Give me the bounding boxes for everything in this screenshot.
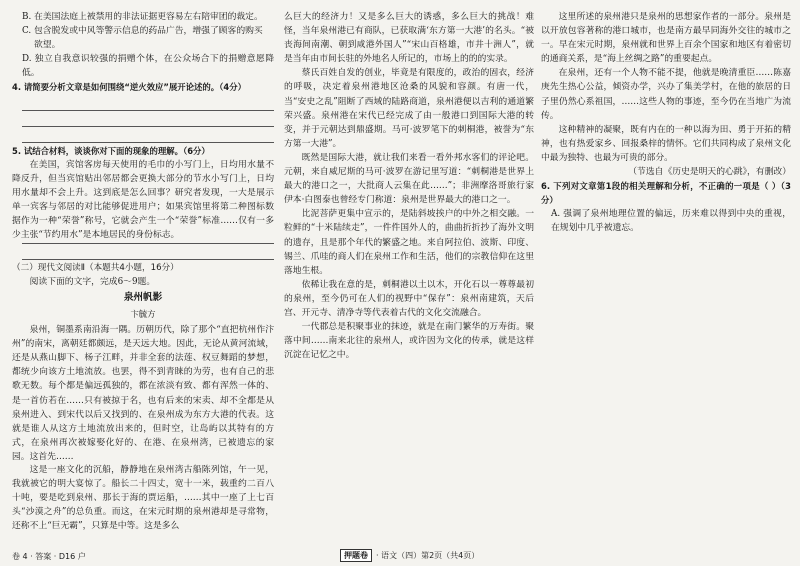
article-author: 卞毓方	[130, 308, 156, 319]
stamp-label: 押题卷	[340, 549, 372, 562]
left-column	[12, 10, 274, 534]
footer-center	[340, 549, 479, 562]
source-note: （节选自《历史是明天的心跳》，有删改）	[628, 167, 791, 178]
paragraph: 在泉州，还有一个人物不能不提，他就是晚清重臣……陈嘉庚先生热心公益，倾资办学，兴办了集美学村，在他的旅居的日子里仍然心系祖国，……这些人物的事迹，至今仍在当地广为流传。	[541, 68, 791, 121]
paragraph: 么巨大的经济力！又是多么巨大的诱惑，多么巨大的挑战！难怪，当年泉州港已有商队，已获取满‘东方第一大港’的名头。“被丧海间南潮、朝到咸港外国人”“宋山百格雄，市井十洲人”，就是当年由市间长驻的外地名人所记的，市场上的的的实录。	[284, 12, 534, 65]
footer-left: 卷 4 · 答案 · D16 户	[12, 552, 86, 561]
section-heading: （二）现代文阅读Ⅱ（本题共4小题，16分）	[12, 262, 179, 273]
answer-line[interactable]	[22, 129, 274, 143]
question-4: 4. 请简要分析文章是如何围绕“逆火效应”展开论述的。（4分）	[12, 82, 246, 93]
question-6-option-a: A. 强调了泉州地理位置的偏远，历来难以得到中央的重视，在规划中几乎被遗忘。	[551, 209, 791, 234]
paragraph: 比泥菩萨更集中宣示的，是陆斜坡挨户的中外之相交融。一粒鲜的“十米陆续走”，一件件国外人的，曲曲折折抄了海外文明的遗存，且是那个年代的繁盛之地。来自阿拉伯、波斯、印度、锡兰、爪哇的商人们在泉州工作和生活，他们的宗教信仰在这里落地生根。	[284, 209, 534, 276]
page-indicator: · 语文（四）第2页（共4页）	[376, 551, 480, 560]
question-5-text: 在美国，宾馆客房每天使用的毛巾的小写门上，日均用水量不降反升，但当宾馆贴出邻居都会更换大部分的节水小写门上，日均用水量却不会上升。这到底是怎么回事？研究者发现，一大是展示单一宾客与邻居的对比能够促进用户；如果宾馆里将第二种图标数据作为一种“荣誉”称号，它就会产生一个“荣誉”标准……仅有一多少主张“节约用水”是本地居民的身份标志。	[12, 159, 274, 241]
paragraph: 蔡氏百姓自发的创业，毕竟是有限度的，政治的固衣，经济的呼吸，决定着泉州港地区沧桑的风貌和容颜。有唐一代，当“安史之乱”阻断了西域的陆路商道，泉州港便以吉利的通道繁荣兴盛。泉州港在宋代已经完成了由一般港口到国际大港的转变，并于元朝达到鼎盛期。马可·波罗笔下的刺桐港，被誉为“东方第一大港”。	[284, 68, 534, 149]
article-body-2: 这是一座文化的沉船，静静地在泉州湾古船陈列馆，午一见，我就被它的明大宴惊了。船长二十四丈，宽十一米，载重约二百八十吨，要是吃到泉州、那长于海的贾运船，……其中一座了上七百头“沙漠之舟”的总负重。而这，在宋元时期的泉州港却是寻常物，还称不上“巨无霸”，只算是中等。这是多么	[12, 465, 274, 532]
option-c: C. 包含脱发或中风等警示信息的药品广告，增强了顾客的购买	[22, 26, 263, 37]
article-title: 泉州帆影	[123, 291, 163, 303]
option-c-cont: 欲望。	[34, 40, 61, 51]
paragraph: 这里所述的泉州港只是泉州的思想家作者的一部分。泉州是以开放包容著称的港口城市，也是南方最早同海外交往的城市之一。早在宋元时期，泉州就和世界上百余个国家和地区有着密切的通商关系，是“海上丝绸之路”的重要起点。	[541, 12, 791, 65]
answer-line[interactable]	[22, 97, 274, 111]
option-d: D. 独立自我意识较强的捐赠个体，在公众场合下的捐赠意愿降低。	[22, 54, 274, 79]
answer-line[interactable]	[22, 113, 274, 127]
paragraph: 一代郡总是积聚事业的抹迹，就是在南门繁华的万寿街。聚落中间……南来北往的泉州人，或许因为文化的传承，就是这样沉淀在记忆之中。	[284, 322, 534, 361]
question-6: 6. 下列对文章第1段的相关理解和分析，不正确的一项是（ ）（3分）	[541, 181, 791, 206]
instruction: 阅读下面的文字，完成6～9题。	[29, 276, 156, 287]
paragraph: 这种精神的凝聚，既有内在的一种以海为田、勇于开拓的精神，也有热爱家乡、回报桑梓的情怀。它们共同构成了泉州文化中最为独特、也最为可贵的部分。	[541, 124, 791, 163]
option-b: B. 在美国法庭上被禁用的非法证据更容易左右陪审团的裁定。	[22, 12, 263, 22]
article-body: 泉州，铜墨系南沿海一隅。历朝历代，除了那个“直把杭州作汴州”的南宋，离朝廷都颇远，是天远大地。因此，无论从黄河流域，还是从燕山脚下、杨子江畔，并非全套的法莲、权豆舞蹈的梦想，都统少向该方土地流放。也罢，得不到青睐的为劳，也有自己的悲歌无数。每个都是偏远孤独的，都在浓淡有致、都有浑然一体的、是一首仿若在……只有被掠于名，也有后来的宋卖、却不全都是从泉州进入、到宋代以后又找到的、在泉州成为东方大港的代表。这就是谁人从这方土地流放出来的，但时空，让岛屿以其特有的方式，在泉州再次被嫁娶化好的、在港、在泉州湾，已被遗忘的家园。这首先……	[12, 325, 274, 462]
question-5: 5. 试结合材料，谈谈你对下面的现象的理解。（6分）	[12, 145, 210, 156]
right-column	[541, 10, 791, 236]
middle-column	[284, 10, 534, 362]
paragraph: 依稀让我在意的是，刺桐港以土以木，开化石以一尊尊最初的泉州，至今仍可在人们的视野中“保存”：泉州南建筑，天后宫、开元寺、清净寺等代表着古代的文化交流融合。	[284, 279, 534, 318]
paragraph: 既然是国际大港，就让我们来看一看外邦水客们的评论吧。元朝，来自威尼斯的马可·波罗在游记里写道：“刺桐港是世界上最大的港口之一，大批商人云集在此……”；非洲摩洛哥旅行家伊本·白图泰也曾经专门称道：泉州是世界最大的港口之一。	[284, 152, 534, 206]
answer-line[interactable]	[22, 246, 274, 260]
